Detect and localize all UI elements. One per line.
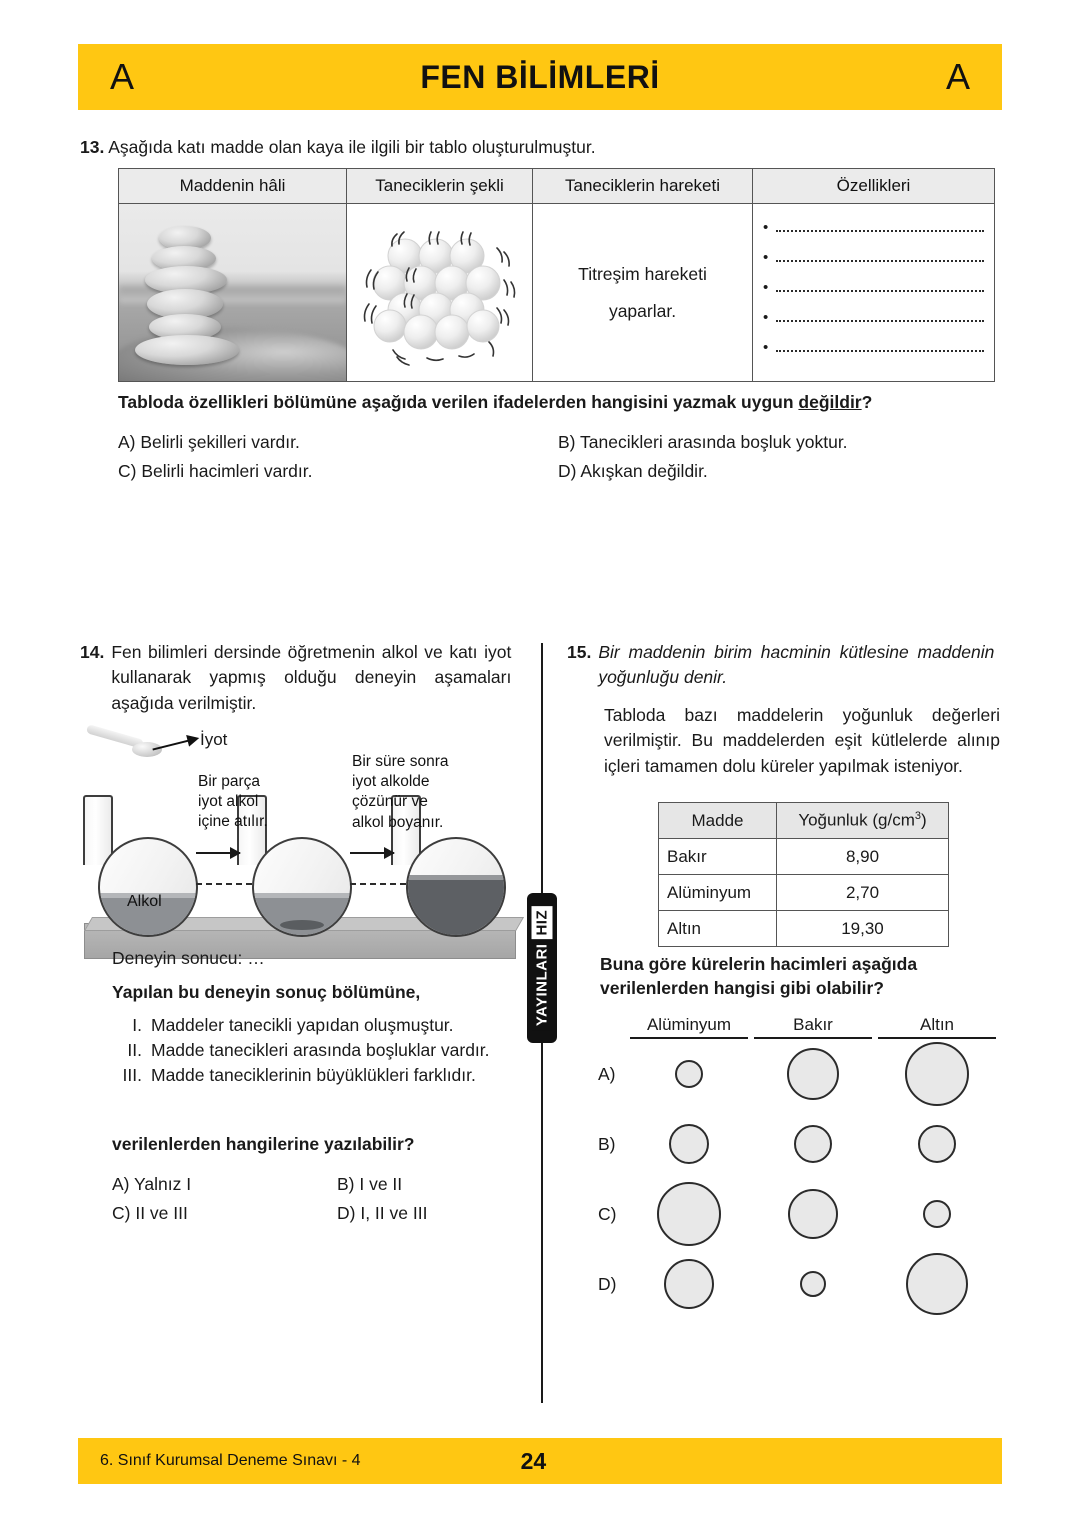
- publisher-logo-part-white: HIZ: [532, 906, 553, 940]
- column-header-density: [777, 803, 949, 839]
- dotted-line: [776, 260, 984, 262]
- option-a[interactable]: A) Yalnız I: [112, 1174, 192, 1194]
- sphere-cell-bakir: [754, 1271, 872, 1297]
- bullet-icon: •: [763, 338, 769, 356]
- particle-motion-cell: [533, 204, 753, 382]
- stone-6: [135, 335, 239, 365]
- spatula-icon: [86, 730, 166, 756]
- iodine-sediment: [280, 920, 324, 930]
- option-row: [118, 461, 998, 482]
- density-table: [658, 802, 949, 947]
- properties-blank-cell: [753, 204, 995, 382]
- table-header-row: [119, 169, 995, 204]
- question-13-stem: [80, 137, 980, 158]
- list-item-text: Maddeler tanecikli yapıdan oluşmuştur.: [151, 1015, 454, 1035]
- option-row: [112, 1174, 532, 1195]
- property-blank-line: [763, 248, 984, 278]
- property-blank-line: [763, 308, 984, 338]
- question-14-prompt: verilenlerden hangilerine yazılabilir?: [112, 1134, 415, 1154]
- question-14-options: [112, 1174, 532, 1232]
- option-a[interactable]: A) Belirli şekilleri vardır.: [118, 432, 300, 452]
- property-blank-line: [763, 338, 984, 368]
- option-row: [118, 432, 998, 453]
- sphere-cell-aluminyum: [630, 1182, 748, 1246]
- sphere-icon: [923, 1200, 951, 1228]
- page-header: [78, 44, 1002, 110]
- iodine-alcohol-experiment-figure: [80, 724, 530, 959]
- spatula-bowl: [132, 742, 162, 757]
- column-header-particle-shape: Taneciklerin şekli: [347, 169, 533, 204]
- roman-numeral: III.: [122, 1065, 142, 1085]
- sphere-cell-bakir: [754, 1048, 872, 1100]
- question-13-prompt: [118, 392, 998, 413]
- sphere-cell-aluminyum: [630, 1124, 748, 1164]
- page-footer: [78, 1438, 1002, 1484]
- choice-column-header-aluminyum: [630, 1015, 748, 1039]
- header-underline: [630, 1037, 748, 1039]
- sphere-icon: [800, 1271, 826, 1297]
- option-c[interactable]: C) Belirli hacimleri vardır.: [118, 461, 313, 481]
- question-15-stem: [567, 640, 1002, 691]
- page-title: FEN BİLİMLERİ: [420, 58, 660, 95]
- question-15-prompt: Buna göre kürelerin hacimleri aşağıda verilenlerden hangisi gibi olabilir?: [600, 954, 918, 998]
- property-blank-line: [763, 278, 984, 308]
- question-13-table: [118, 168, 995, 382]
- level-dash-1: [196, 883, 252, 885]
- question-14-number: 14.: [80, 642, 105, 662]
- bullet-icon: •: [763, 218, 769, 236]
- roman-numeral: I.: [132, 1015, 142, 1035]
- list-item-text: Madde taneciklerinin büyüklükleri farklıdır.: [151, 1065, 476, 1085]
- sphere-cell-altin: [878, 1253, 996, 1315]
- motion-line-2: yaparlar.: [608, 300, 677, 321]
- density-value: 2,70: [777, 875, 949, 911]
- choice-column-label: Alüminyum: [646, 1015, 732, 1034]
- alkol-label: Alkol: [127, 893, 162, 911]
- list-item: [112, 1015, 532, 1036]
- question-13-prompt-prefix: Tabloda özellikleri bölümüne aşağıda verilen ifadelerden hangisini yazmak uygun: [118, 392, 799, 412]
- question-14-stem-text: Fen bilimleri dersinde öğretmenin alkol ve katı iyot kullanarak yapmış olduğu deneyin aşamaları aşağıda verilmiştir.: [111, 642, 512, 713]
- choice-column-header-altin: [878, 1015, 996, 1039]
- dotted-line: [776, 320, 984, 322]
- choice-column-headers: [630, 1015, 1002, 1039]
- sphere-cell-bakir: [754, 1189, 872, 1239]
- sphere-cell-altin: [878, 1042, 996, 1106]
- iyot-label: İyot: [200, 730, 228, 750]
- sphere-icon: [664, 1259, 714, 1309]
- column-header-state: Maddenin hâli: [119, 169, 347, 204]
- sphere-icon: [669, 1124, 709, 1164]
- sphere-cell-aluminyum: [630, 1060, 748, 1088]
- motion-line-1: Titreşim hareketi: [578, 263, 707, 284]
- option-d[interactable]: D) Akışkan değildir.: [558, 461, 708, 481]
- sphere-icon: [788, 1189, 838, 1239]
- flask-2-bulb: [252, 837, 352, 937]
- rock-photo-cell: [119, 204, 347, 382]
- sphere-icon: [918, 1125, 956, 1163]
- density-unit-pre: Yoğunluk (g/cm: [798, 810, 915, 830]
- particle-diagram-cell: [347, 204, 533, 382]
- sphere-icon: [794, 1125, 832, 1163]
- question-13-prompt-emphasis: değildir: [798, 392, 862, 412]
- figure-caption-2: Bir süre sonra iyot alkolde çözünür ve alkol boyanır.: [352, 753, 449, 831]
- choice-column-label: Bakır: [793, 1015, 833, 1034]
- header-left-letter: A: [110, 56, 135, 97]
- level-dash-2: [350, 883, 406, 885]
- dotted-line: [776, 230, 984, 232]
- material-name: Alüminyum: [659, 875, 777, 911]
- stacked-stones-photo: [119, 204, 346, 381]
- sphere-cell-aluminyum: [630, 1259, 748, 1309]
- option-c[interactable]: C) II ve III: [112, 1203, 188, 1223]
- table-row: [119, 204, 995, 382]
- option-d[interactable]: D) I, II ve III: [337, 1203, 428, 1223]
- flask-3-bulb: [406, 837, 506, 937]
- question-15-paragraph: Tabloda bazı maddelerin yoğunluk değerleri verilmiştir. Bu maddelerden eşit kütlelerde alınıp içleri tamamen dolu küreler yapılmak isteniyor.: [604, 704, 1000, 776]
- sphere-icon: [905, 1042, 969, 1106]
- question-13-prompt-suffix: ?: [861, 392, 873, 412]
- sphere-icon: [906, 1253, 968, 1315]
- figure-caption-1: Bir parça iyot alkol içine atılır.: [198, 773, 268, 831]
- flask-1-bulb: [98, 837, 198, 937]
- list-item-text: Madde tanecikleri arasında boşluklar vardır.: [151, 1040, 490, 1060]
- sphere-cell-altin: [878, 1125, 996, 1163]
- option-b[interactable]: B) Tanecikleri arasında boşluk yoktur.: [558, 432, 848, 452]
- option-letter-c: C): [598, 1203, 617, 1224]
- option-row-b[interactable]: [598, 1109, 1002, 1179]
- density-value: 8,90: [777, 839, 949, 875]
- option-letter-a: A): [598, 1063, 616, 1084]
- page-number: 24: [520, 1447, 547, 1474]
- table-row: [659, 911, 949, 947]
- table-header-row: [659, 803, 949, 839]
- question-14-roman-list: [112, 1015, 532, 1090]
- header-underline: [754, 1037, 872, 1039]
- property-blank-line: [763, 218, 984, 248]
- sphere-icon: [787, 1048, 839, 1100]
- publisher-logo-part-black: YAYINLARI: [532, 940, 553, 1031]
- question-14-lead-in: Yapılan bu deneyin sonuç bölümüne,: [112, 982, 421, 1002]
- bullet-icon: •: [763, 278, 769, 296]
- footer-exam-title: 6. Sınıf Kurumsal Deneme Sınavı - 4: [100, 1452, 361, 1469]
- bullet-icon: •: [763, 248, 769, 266]
- question-15-number: 15.: [567, 642, 592, 662]
- publisher-logo-text: [532, 906, 553, 1030]
- choice-column-header-bakir: [754, 1015, 872, 1039]
- question-13-number: 13.: [80, 137, 105, 157]
- density-unit-post: ): [921, 810, 927, 830]
- question-15-options: [598, 1015, 1002, 1319]
- step-arrow-1: [196, 852, 240, 854]
- table-row: [659, 875, 949, 911]
- list-item: [112, 1065, 532, 1086]
- option-row-a[interactable]: [598, 1039, 1002, 1109]
- sphere-cell-altin: [878, 1200, 996, 1228]
- material-name: Altın: [659, 911, 777, 947]
- list-item: [112, 1040, 532, 1061]
- option-row: [112, 1203, 532, 1224]
- column-header-particle-motion: Taneciklerin hareketi: [533, 169, 753, 204]
- table-row: [659, 839, 949, 875]
- option-b[interactable]: B) I ve II: [337, 1174, 403, 1194]
- choice-column-label: Altın: [919, 1015, 955, 1034]
- step-arrow-2: [350, 852, 394, 854]
- dotted-line: [776, 290, 984, 292]
- option-letter-b: B): [598, 1133, 616, 1154]
- roman-numeral: II.: [127, 1040, 142, 1060]
- column-header-material: Madde: [659, 803, 777, 839]
- question-13-stem-text: Aşağıda katı madde olan kaya ile ilgili bir tablo oluşturulmuştur.: [108, 137, 596, 157]
- density-value: 19,30: [777, 911, 949, 947]
- column-header-properties: Özellikleri: [753, 169, 995, 204]
- option-row-d[interactable]: [598, 1249, 1002, 1319]
- question-13-options: [118, 432, 998, 490]
- bullet-icon: •: [763, 308, 769, 326]
- sphere-icon: [675, 1060, 703, 1088]
- density-unit-sup: 3: [914, 810, 921, 823]
- header-underline: [878, 1037, 996, 1039]
- sphere-cell-bakir: [754, 1125, 872, 1163]
- question-14: [80, 640, 530, 959]
- vibrating-particles-icon: [347, 208, 533, 373]
- question-15-definition: Bir maddenin birim hacminin kütlesine maddenin yoğunluğu denir.: [598, 642, 995, 688]
- question-14-stem: [80, 640, 530, 716]
- material-name: Bakır: [659, 839, 777, 875]
- dotted-line: [776, 350, 984, 352]
- header-right-letter: A: [945, 56, 970, 97]
- sphere-icon: [657, 1182, 721, 1246]
- option-letter-d: D): [598, 1273, 617, 1294]
- option-row-c[interactable]: [598, 1179, 1002, 1249]
- experiment-result-line: Deneyin sonucu: …: [112, 948, 265, 968]
- question-15: [567, 640, 1002, 779]
